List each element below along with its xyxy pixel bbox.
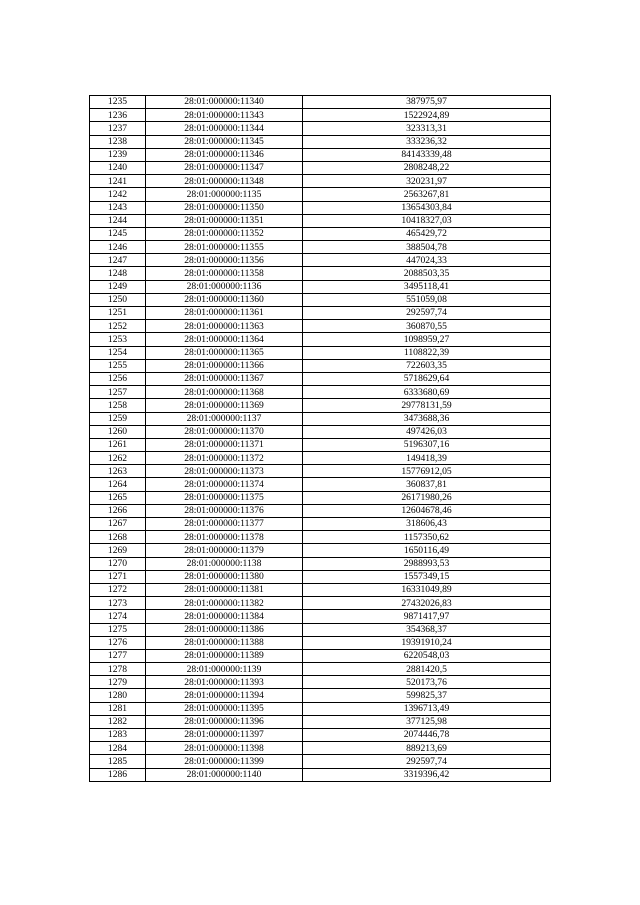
table-row [90,109,551,122]
row-number-cell: 1272 [90,583,146,596]
cadastral-number-cell: 28:01:000000:11394 [146,689,303,702]
cadastral-value-cell: 1108822,39 [303,346,551,359]
table-row [90,452,551,465]
cadastral-number-cell: 28:01:000000:11373 [146,465,303,478]
cadastral-value-cell: 1650116,49 [303,544,551,557]
row-number-cell: 1241 [90,175,146,188]
cadastral-value-cell: 9871417,97 [303,610,551,623]
table-row [90,610,551,623]
cadastral-number-cell: 28:01:000000:11343 [146,109,303,122]
row-number-cell: 1280 [90,689,146,702]
cadastral-number-cell: 28:01:000000:11380 [146,570,303,583]
cadastral-number-cell: 28:01:000000:1135 [146,188,303,201]
row-number-cell: 1264 [90,478,146,491]
cadastral-number-cell: 28:01:000000:11399 [146,755,303,768]
row-number-cell: 1261 [90,438,146,451]
row-number-cell: 1263 [90,465,146,478]
row-number-cell: 1265 [90,491,146,504]
cadastral-number-cell: 28:01:000000:11350 [146,201,303,214]
cadastral-number-cell: 28:01:000000:11367 [146,372,303,385]
cadastral-number-cell: 28:01:000000:1139 [146,663,303,676]
table-row [90,518,551,531]
cadastral-number-cell: 28:01:000000:11370 [146,425,303,438]
row-number-cell: 1273 [90,597,146,610]
cadastral-value-cell: 465429,72 [303,227,551,240]
table-row [90,135,551,148]
table-row [90,491,551,504]
cadastral-value-cell: 5718629,64 [303,372,551,385]
cadastral-value-cell: 16331049,89 [303,583,551,596]
table-row [90,623,551,636]
table-row [90,649,551,662]
row-number-cell: 1236 [90,109,146,122]
table-row [90,425,551,438]
cadastral-value-cell: 292597,74 [303,307,551,320]
table-row [90,715,551,728]
cadastral-value-cell: 26171980,26 [303,491,551,504]
table-row [90,755,551,768]
cadastral-value-cell: 2808248,22 [303,161,551,174]
cadastral-value-cell: 15776912,05 [303,465,551,478]
row-number-cell: 1244 [90,214,146,227]
row-number-cell: 1251 [90,307,146,320]
cadastral-number-cell: 28:01:000000:11379 [146,544,303,557]
table-row [90,307,551,320]
cadastral-number-cell: 28:01:000000:11344 [146,122,303,135]
cadastral-number-cell: 28:01:000000:11340 [146,96,303,109]
cadastral-value-cell: 149418,39 [303,452,551,465]
cadastral-number-cell: 28:01:000000:11351 [146,214,303,227]
row-number-cell: 1252 [90,320,146,333]
cadastral-value-cell: 1098959,27 [303,333,551,346]
cadastral-number-cell: 28:01:000000:11381 [146,583,303,596]
cadastral-number-cell: 28:01:000000:11389 [146,649,303,662]
table-row [90,372,551,385]
cadastral-value-cell: 318606,43 [303,518,551,531]
cadastral-number-cell: 28:01:000000:11397 [146,729,303,742]
cadastral-number-cell: 28:01:000000:11393 [146,676,303,689]
cadastral-value-cell: 84143339,48 [303,148,551,161]
table-row [90,346,551,359]
table-body [90,96,551,782]
table-row [90,544,551,557]
table-row [90,702,551,715]
table-row [90,320,551,333]
table-row [90,254,551,267]
row-number-cell: 1283 [90,729,146,742]
cadastral-number-cell: 28:01:000000:1138 [146,557,303,570]
cadastral-value-cell: 722603,35 [303,359,551,372]
table-row [90,636,551,649]
cadastral-number-cell: 28:01:000000:11371 [146,438,303,451]
cadastral-value-cell: 447024,33 [303,254,551,267]
table-row [90,214,551,227]
table-row [90,583,551,596]
cadastral-value-cell: 360870,55 [303,320,551,333]
cadastral-value-cell: 388504,78 [303,241,551,254]
table-row [90,96,551,109]
cadastral-value-cell: 354368,37 [303,623,551,636]
cadastral-number-cell: 28:01:000000:11346 [146,148,303,161]
table-row [90,227,551,240]
row-number-cell: 1268 [90,531,146,544]
cadastral-value-cell: 5196307,16 [303,438,551,451]
cadastral-number-cell: 28:01:000000:1136 [146,280,303,293]
cadastral-value-cell: 2088503,35 [303,267,551,280]
table-row [90,768,551,781]
row-number-cell: 1248 [90,267,146,280]
row-number-cell: 1271 [90,570,146,583]
row-number-cell: 1250 [90,293,146,306]
row-number-cell: 1237 [90,122,146,135]
cadastral-value-cell: 12604678,46 [303,504,551,517]
cadastral-number-cell: 28:01:000000:11369 [146,399,303,412]
cadastral-value-cell: 292597,74 [303,755,551,768]
cadastral-value-cell: 333236,32 [303,135,551,148]
cadastral-value-cell: 599825,37 [303,689,551,702]
cadastral-value-cell: 29778131,59 [303,399,551,412]
row-number-cell: 1262 [90,452,146,465]
table-row [90,531,551,544]
table-row [90,359,551,372]
cadastral-value-cell: 27432026,83 [303,597,551,610]
cadastral-value-cell: 3473688,36 [303,412,551,425]
row-number-cell: 1257 [90,386,146,399]
cadastral-number-cell: 28:01:000000:11378 [146,531,303,544]
cadastral-number-cell: 28:01:000000:11366 [146,359,303,372]
row-number-cell: 1254 [90,346,146,359]
table-row [90,333,551,346]
table-row [90,175,551,188]
row-number-cell: 1240 [90,161,146,174]
row-number-cell: 1249 [90,280,146,293]
cadastral-value-cell: 520173,76 [303,676,551,689]
cadastral-number-cell: 28:01:000000:11347 [146,161,303,174]
row-number-cell: 1286 [90,768,146,781]
cadastral-number-cell: 28:01:000000:11348 [146,175,303,188]
row-number-cell: 1279 [90,676,146,689]
cadastral-value-cell: 551059,08 [303,293,551,306]
cadastral-number-cell: 28:01:000000:11374 [146,478,303,491]
cadastral-number-cell: 28:01:000000:11386 [146,623,303,636]
table-row [90,597,551,610]
cadastral-number-cell: 28:01:000000:1140 [146,768,303,781]
cadastral-value-cell: 13654303,84 [303,201,551,214]
table-row [90,280,551,293]
cadastral-value-cell: 6333680,69 [303,386,551,399]
cadastral-number-cell: 28:01:000000:11355 [146,241,303,254]
row-number-cell: 1238 [90,135,146,148]
table-row [90,557,551,570]
cadastral-value-cell: 889213,69 [303,742,551,755]
row-number-cell: 1242 [90,188,146,201]
table-row [90,689,551,702]
cadastral-number-cell: 28:01:000000:11345 [146,135,303,148]
table-row [90,267,551,280]
row-number-cell: 1284 [90,742,146,755]
cadastral-number-cell: 28:01:000000:11384 [146,610,303,623]
row-number-cell: 1247 [90,254,146,267]
cadastral-number-cell: 28:01:000000:1137 [146,412,303,425]
cadastral-value-cell: 2988993,53 [303,557,551,570]
table-row [90,478,551,491]
cadastral-number-cell: 28:01:000000:11356 [146,254,303,267]
row-number-cell: 1259 [90,412,146,425]
cadastral-value-cell: 320231,97 [303,175,551,188]
cadastral-number-cell: 28:01:000000:11377 [146,518,303,531]
cadastral-number-cell: 28:01:000000:11388 [146,636,303,649]
cadastral-number-cell: 28:01:000000:11364 [146,333,303,346]
cadastral-value-cell: 6220548,03 [303,649,551,662]
cadastral-value-cell: 1157350,62 [303,531,551,544]
table-row [90,188,551,201]
cadastral-value-cell: 323313,31 [303,122,551,135]
table-row [90,241,551,254]
cadastral-value-table [89,95,551,782]
table-row [90,729,551,742]
table-row [90,412,551,425]
table-row [90,465,551,478]
cadastral-value-cell: 2881420,5 [303,663,551,676]
row-number-cell: 1274 [90,610,146,623]
table-row [90,504,551,517]
row-number-cell: 1256 [90,372,146,385]
cadastral-value-cell: 1557349,15 [303,570,551,583]
table-row [90,386,551,399]
cadastral-value-cell: 3319396,42 [303,768,551,781]
table-row [90,148,551,161]
cadastral-value-cell: 497426,03 [303,425,551,438]
table-row [90,399,551,412]
row-number-cell: 1235 [90,96,146,109]
row-number-cell: 1253 [90,333,146,346]
row-number-cell: 1285 [90,755,146,768]
cadastral-number-cell: 28:01:000000:11382 [146,597,303,610]
row-number-cell: 1270 [90,557,146,570]
cadastral-value-cell: 360837,81 [303,478,551,491]
row-number-cell: 1266 [90,504,146,517]
table-row [90,438,551,451]
cadastral-value-cell: 19391910,24 [303,636,551,649]
row-number-cell: 1246 [90,241,146,254]
row-number-cell: 1276 [90,636,146,649]
row-number-cell: 1278 [90,663,146,676]
cadastral-number-cell: 28:01:000000:11396 [146,715,303,728]
cadastral-number-cell: 28:01:000000:11368 [146,386,303,399]
cadastral-value-cell: 377125,98 [303,715,551,728]
row-number-cell: 1255 [90,359,146,372]
table-row [90,293,551,306]
cadastral-number-cell: 28:01:000000:11376 [146,504,303,517]
cadastral-number-cell: 28:01:000000:11360 [146,293,303,306]
cadastral-value-cell: 3495118,41 [303,280,551,293]
row-number-cell: 1269 [90,544,146,557]
row-number-cell: 1267 [90,518,146,531]
cadastral-number-cell: 28:01:000000:11358 [146,267,303,280]
table-row [90,122,551,135]
cadastral-value-cell: 1396713,49 [303,702,551,715]
row-number-cell: 1277 [90,649,146,662]
row-number-cell: 1243 [90,201,146,214]
table-row [90,663,551,676]
cadastral-number-cell: 28:01:000000:11361 [146,307,303,320]
cadastral-number-cell: 28:01:000000:11365 [146,346,303,359]
row-number-cell: 1258 [90,399,146,412]
cadastral-value-cell: 2074446,78 [303,729,551,742]
table-row [90,570,551,583]
table-row [90,676,551,689]
table-row [90,201,551,214]
cadastral-number-cell: 28:01:000000:11398 [146,742,303,755]
cadastral-number-cell: 28:01:000000:11372 [146,452,303,465]
row-number-cell: 1275 [90,623,146,636]
cadastral-number-cell: 28:01:000000:11375 [146,491,303,504]
row-number-cell: 1282 [90,715,146,728]
table-row [90,742,551,755]
cadastral-value-cell: 2563267,81 [303,188,551,201]
table-row [90,161,551,174]
cadastral-number-cell: 28:01:000000:11395 [146,702,303,715]
row-number-cell: 1245 [90,227,146,240]
cadastral-value-cell: 387975,97 [303,96,551,109]
cadastral-number-cell: 28:01:000000:11352 [146,227,303,240]
cadastral-value-cell: 1522924,89 [303,109,551,122]
row-number-cell: 1281 [90,702,146,715]
row-number-cell: 1239 [90,148,146,161]
cadastral-number-cell: 28:01:000000:11363 [146,320,303,333]
row-number-cell: 1260 [90,425,146,438]
cadastral-value-cell: 10418327,03 [303,214,551,227]
